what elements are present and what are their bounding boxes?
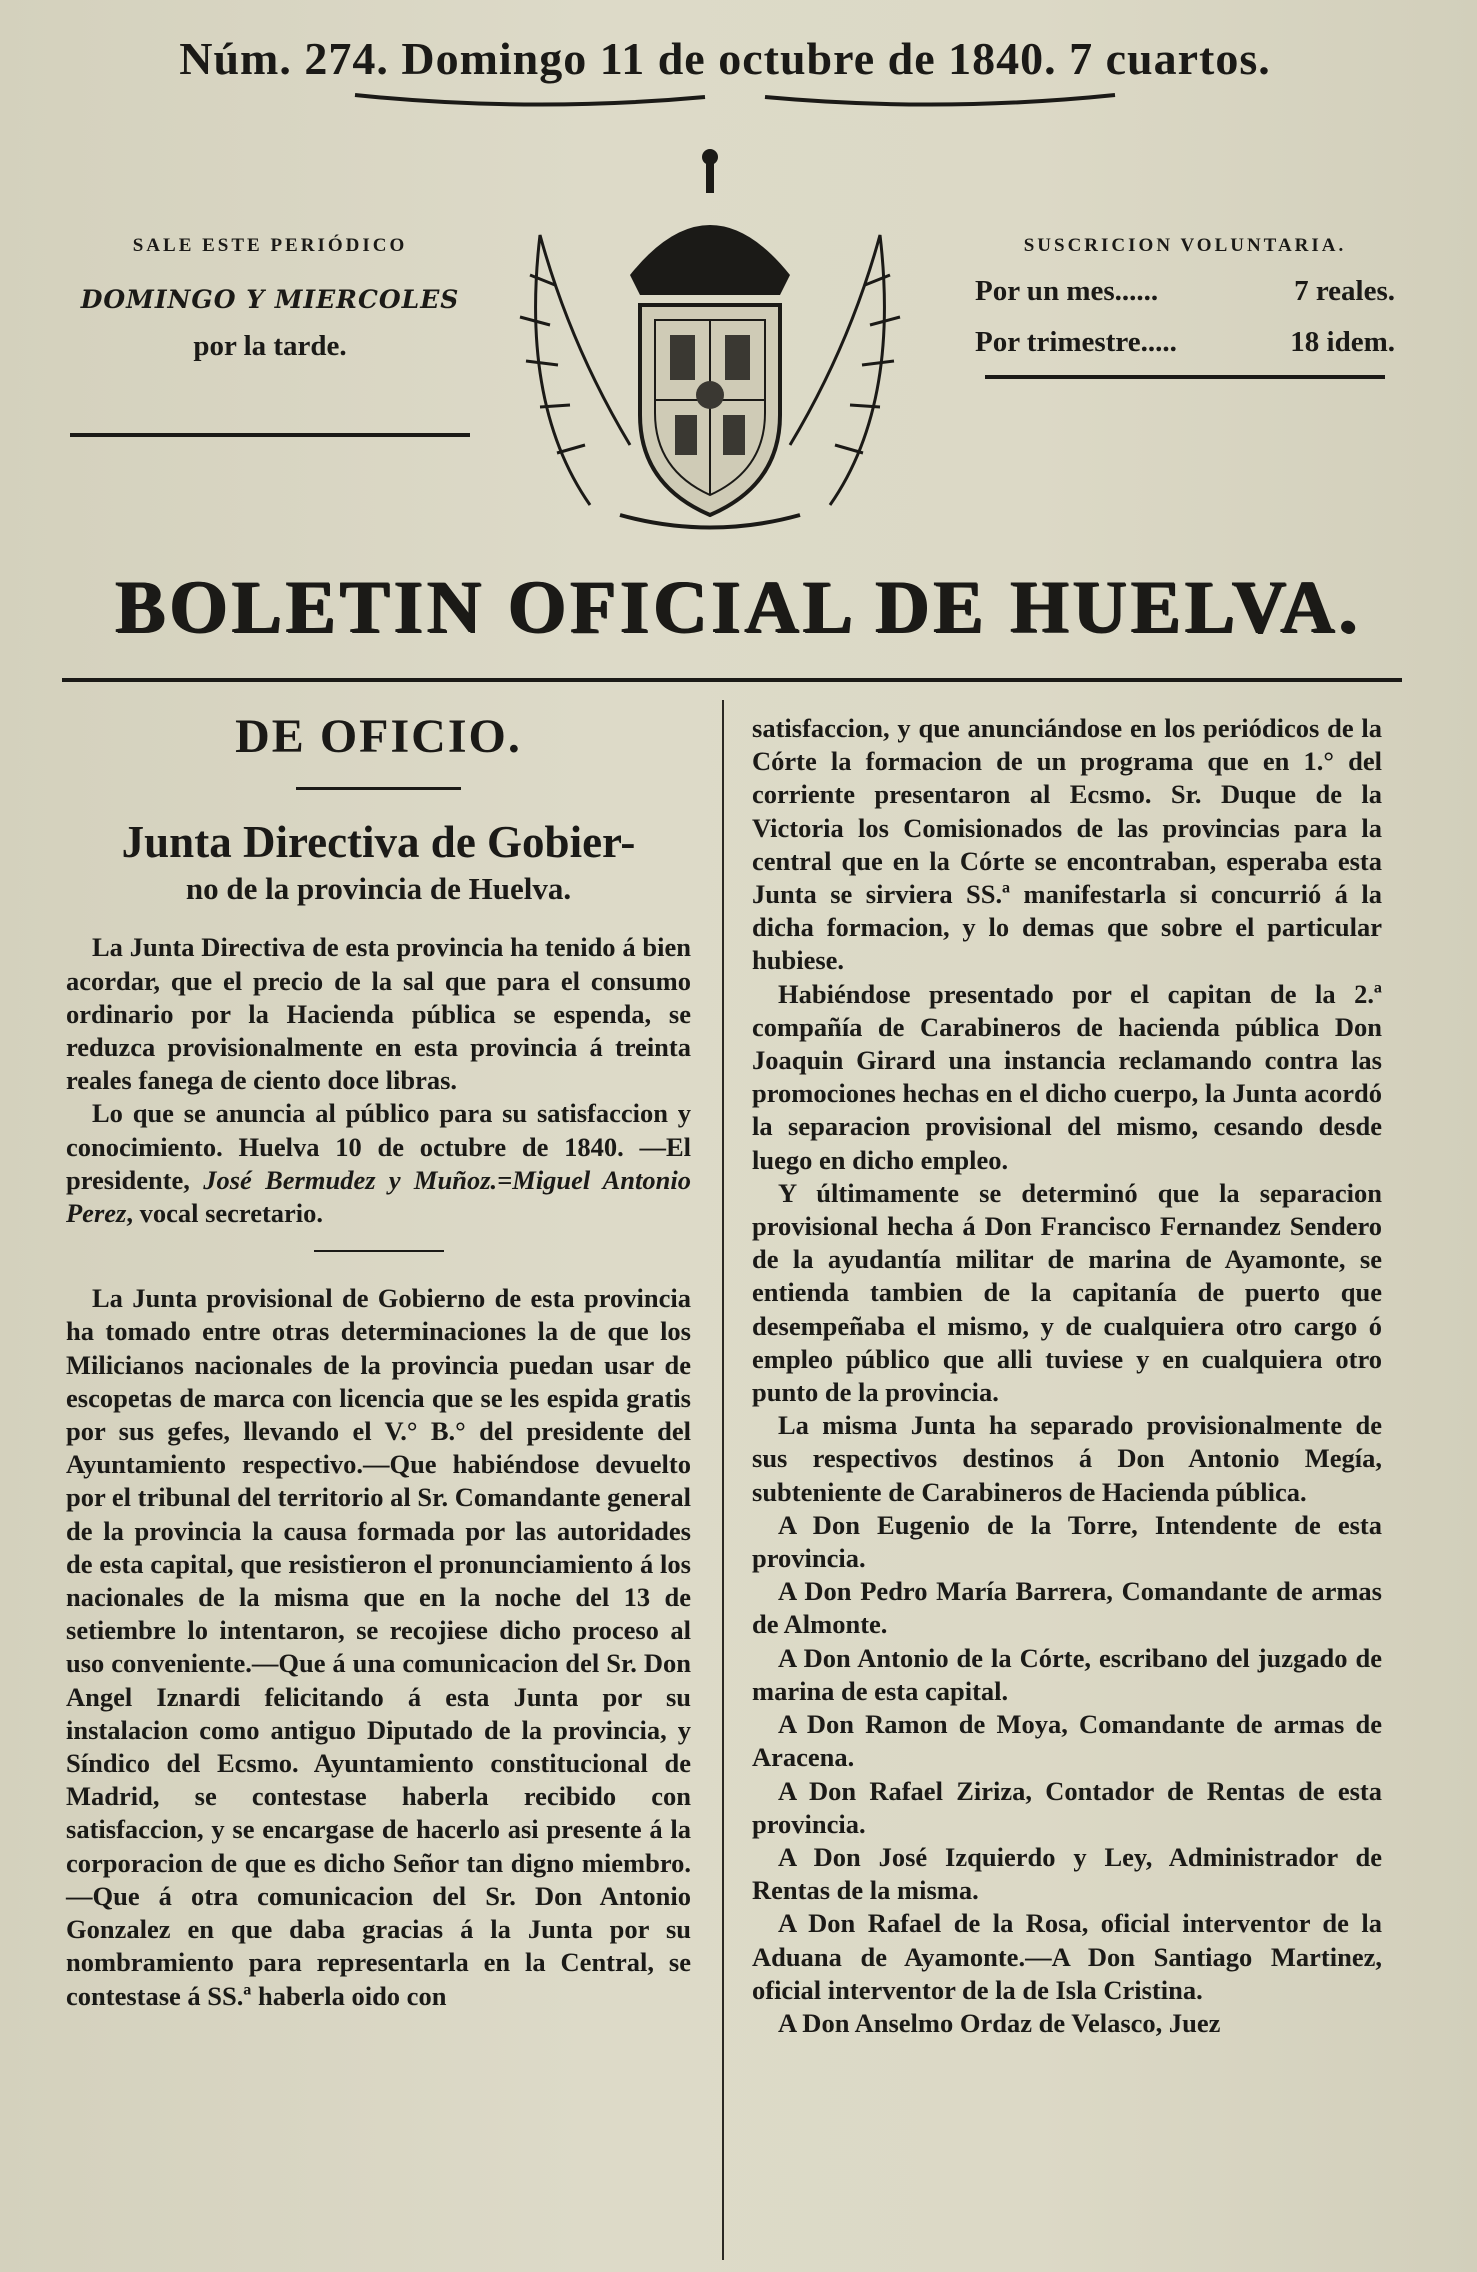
- rate-monthly-label: Por un mes......: [975, 275, 1159, 307]
- paragraph: [66, 1097, 691, 1230]
- paragraph: A Don Antonio de la Córte, escribano del juzgado de marina de esta capital.: [752, 1642, 1382, 1706]
- subscription-heading: SUSCRICION VOLUNTARIA.: [1023, 235, 1347, 256]
- masthead-ornament-right: [760, 85, 1120, 115]
- paragraph: Habiéndose presentado por el capitan de la 2.ª compañía de Carabineros de hacienda pública Don Joaquin Girard una instancia reclamando contra las promociones hechas en el dicho cuerpo, la Junta acordó la separacion provisional del mismo, cesando desde luego en dicho empleo.: [752, 978, 1382, 1175]
- paragraph: satisfaccion, y que anunciándose en los periódicos de la Córte la formacion de un programa que en 1.° del corriente presentaron al Ecsmo. Sr. Duque de la Victoria los Comisionados de las provincias para la central que en la Córte se encontraban, esperaba esta Junta se sirviera SS.ª manifestarla si concurrió á la dicha formacion, y lo demas que sobre el particular hubiese.: [752, 713, 1382, 976]
- paragraph: La Junta provisional de Gobierno de esta provincia ha tomado entre otras determinaciones la de que los Milicianos nacionales de la provincia puedan usar de escopetas de marca con licencia que se les espida gratis por sus gefes, llevando el V.° B.° del presidente del Ayuntamiento respectivo.—Que habiéndose devuelto por el tribunal del territorio al Sr. Comandante general de la provincia la causa formada por las autoridades de esta capital, que resistieron el pronunciamiento á los nacionales de la misma que en la noche del 13 de setiembre lo intentaron, se recojiese dicho proceso al uso conveniente.—Que á una comunicacion del Sr. Don Angel Iznardi felicitando á esta Junta por su instalacion como antiguo Diputado de la provincia, y Síndico del Ecsmo. Ayuntamiento constitucional de Madrid, se contestase haberla recibido con satisfaccion, y se encargase de hacerlo asi presente á la corporacion de que es dicho Señor tan digno miembro.—Que á otra comunicacion del Sr. Don Antonio Gonzalez en que daba gracias á la Junta por su nombramiento para representarla en la Central, se contestase á SS.ª haberla oido con: [66, 1283, 691, 2011]
- schedule-line-1: SALE ESTE PERIÓDICO: [132, 235, 408, 256]
- subscription-box: [975, 235, 1395, 391]
- masthead-ornament-left: [350, 85, 710, 115]
- signatories: José Bermudez y Muñoz.=Miguel Antonio Perez: [66, 1164, 691, 1229]
- section-heading: DE OFICIO.: [235, 710, 522, 763]
- newspaper-title: BOLETIN OFICIAL DE HUELVA.: [115, 566, 1362, 649]
- title-rule: [62, 678, 1402, 682]
- paragraph: La Junta Directiva de esta provincia ha tenido á bien acordar, que el precio de la sal que para el consumo ordinario por la Hacienda pública se espenda, se reduzca provisionalmente en esta provincia á treinta reales fanega de ciento doce libras.: [66, 932, 691, 1096]
- right-column: [752, 712, 1382, 2040]
- royal-coat-of-arms-icon: [480, 145, 940, 540]
- issue-header: Núm. 274. Domingo 11 de octubre de 1840. 7 cuartos.: [179, 33, 1271, 84]
- article-subtitle: no de la provincia de Huelva.: [185, 871, 572, 907]
- rate-monthly: [975, 275, 1395, 308]
- paragraph-text: Lo que se anuncia al público para su satisfaccion y conocimiento. Huelva 10 de octubre de 1840. —El presidente,: [66, 1098, 691, 1195]
- paragraph: La misma Junta ha separado provisionalmente de sus respectivos destinos á Don Antonio Megía, subteniente de Carabineros de Hacienda pública.: [752, 1410, 1382, 1507]
- paragraph: A Don Anselmo Ordaz de Velasco, Juez: [778, 2007, 1221, 2038]
- rate-quarterly-label: Por trimestre.....: [975, 326, 1177, 358]
- rate-quarterly-value: 18 idem.: [1290, 326, 1395, 358]
- rate-monthly-value: 7 reales.: [1294, 275, 1395, 307]
- paragraph: A Don José Izquierdo y Ley, Administrador de Rentas de la misma.: [752, 1841, 1382, 1906]
- article-title: Junta Directiva de Gobier-: [121, 817, 636, 868]
- article-separator: [314, 1250, 444, 1252]
- left-column: [66, 712, 691, 2013]
- paragraph-end: , vocal secretario.: [126, 1198, 324, 1229]
- schedule-line-3: por la tarde.: [193, 330, 347, 362]
- paragraph: A Don Eugenio de la Torre, Intendente de esta provincia.: [752, 1509, 1382, 1574]
- paragraph: A Don Rafael Ziriza, Contador de Rentas de esta provincia.: [752, 1775, 1382, 1839]
- paragraph: A Don Ramon de Moya, Comandante de armas de Aracena.: [752, 1709, 1382, 1773]
- section-rule: [296, 787, 461, 790]
- subscription-underline: [975, 367, 1395, 387]
- schedule-underline: [60, 425, 480, 445]
- paragraph: Y últimamente se determinó que la separacion provisional hecha á Don Francisco Fernandez Sendero de la ayudantía militar de marina de Ayamonte, se entienda tambien de la capitanía de puerto que desempeñaba el mismo, y de cualquiera otro cargo ó empleo público que alli tuviese y en cualquiera otro punto de la provincia.: [752, 1177, 1382, 1408]
- schedule-line-2: DOMINGO Y MIERCOLES: [80, 285, 460, 314]
- publication-schedule-box: [60, 235, 480, 363]
- paragraph: A Don Rafael de la Rosa, oficial interventor de la Aduana de Ayamonte.—A Don Santiago Martinez, oficial interventor de la de Isla Cristina.: [752, 1908, 1382, 2005]
- paragraph: A Don Pedro María Barrera, Comandante de armas de Almonte.: [752, 1576, 1382, 1640]
- column-divider: [722, 700, 724, 2260]
- rate-quarterly: [975, 326, 1395, 359]
